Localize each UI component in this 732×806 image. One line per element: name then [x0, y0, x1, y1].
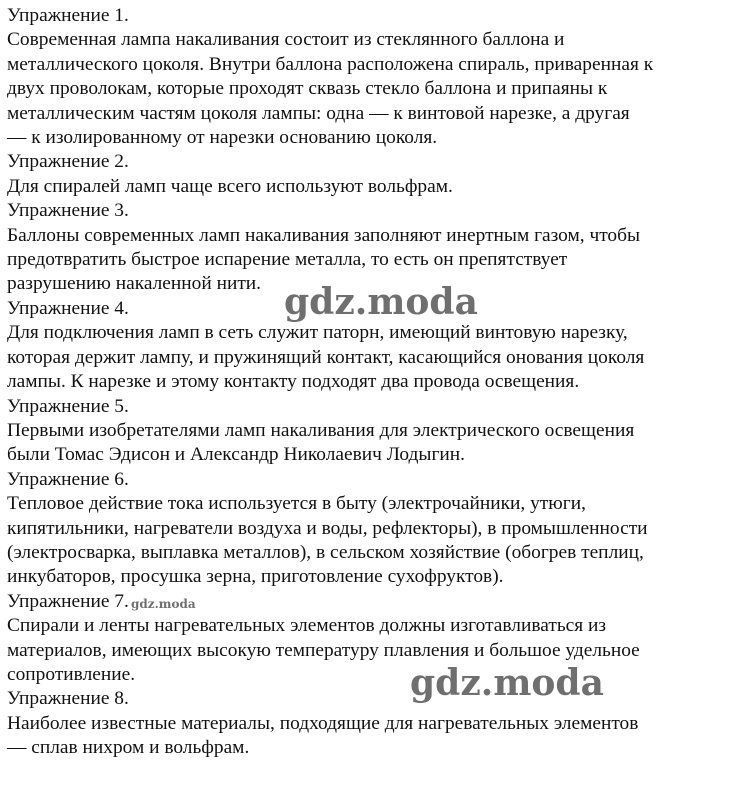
- document-body: [7, 4, 727, 761]
- exercise-5-text-line: были Томас Эдисон и Александр Николаевич Лодыгин.: [7, 444, 466, 466]
- exercise-7-text-line: Спирали и ленты нагревательных элементов должны изготавливаться из: [7, 615, 607, 637]
- exercise-6-text-line: (электросварка, выплавка металлов), в сельском хозяйствие (обогрев теплиц,: [7, 541, 644, 563]
- exercise-6-heading: Упражнение 6.: [7, 468, 129, 490]
- exercise-1-text-line: двух проволокам, которые проходят сквазь стекло баллона и припаяны к: [7, 78, 608, 100]
- exercise-5-text-line: Первыми изобретателями ламп накаливания для электрического освещения: [7, 419, 635, 441]
- exercise-4-heading: Упражнение 4.: [7, 297, 129, 319]
- exercise-2-heading: Упражнение 2.: [7, 151, 129, 173]
- watermark-logo: gdz.moda: [284, 281, 478, 323]
- exercise-4-text-line: лампы. К нарезке и этому контакту подходят два провода освещения.: [7, 371, 580, 393]
- exercise-7-heading: Упражнение 7.: [7, 590, 129, 612]
- exercise-5-heading: Упражнение 5.: [7, 395, 129, 417]
- exercise-3-text-line: предотвратить быстрое испарение металла, то есть он препятствует: [7, 249, 568, 271]
- watermark-logo: gdz.moda: [410, 662, 604, 704]
- exercise-7-text-line: материалов, имеющих высокую температуру плавления и большое удельное: [7, 639, 640, 661]
- exercise-1-text-line: металлическим частям цоколя лампы: одна — к винтовой нарезке, а другая: [7, 102, 630, 124]
- exercise-8-text-line: — сплав нихром и вольфрам.: [7, 737, 250, 759]
- exercise-1-text-line: металлического цоколя. Внутри баллона расположена спираль, приваренная к: [7, 53, 654, 75]
- exercise-1-text-line: Современная лампа накаливания состоит из стеклянного баллона и: [7, 29, 565, 51]
- exercise-3-text-line: разрушению накаленной нити.: [7, 273, 262, 295]
- exercise-7-text-line: сопротивление.: [7, 663, 136, 685]
- exercise-4-text-line: Для подключения ламп в сеть служит паторн, имеющий винтовую нарезку,: [7, 322, 628, 344]
- exercise-6-text-line: кипятильники, нагреватели воздуха и воды, рефлекторы), в промышленности: [7, 517, 648, 539]
- exercise-1-heading: Упражнение 1.: [7, 5, 129, 26]
- watermark-logo-small: gdz.moda: [131, 597, 196, 611]
- exercise-1-text-line: — к изолированному от нарезки основанию цоколя.: [7, 127, 438, 149]
- exercise-3-text-line: Баллоны современных ламп накаливания заполняют инертным газом, чтобы: [7, 224, 641, 246]
- exercise-3-heading: Упражнение 3.: [7, 200, 129, 222]
- exercise-8-text-line: Наиболее известные материалы, подходящие для нагревательных элементов: [7, 712, 639, 734]
- exercise-6-text-line: инкубаторов, просушка зерна, приготовление сухофруктов).: [7, 566, 504, 588]
- exercise-8-heading: Упражнение 8.: [7, 688, 129, 710]
- exercise-6-text-line: Тепловое действие тока используется в быту (электрочайники, утюги,: [7, 493, 586, 515]
- exercise-2-text-line: Для спиралей ламп чаще всего используют вольфрам.: [7, 175, 453, 197]
- exercise-4-text-line: которая держит лампу, и пружинящий контакт, касающийся онования цоколя: [7, 346, 645, 368]
